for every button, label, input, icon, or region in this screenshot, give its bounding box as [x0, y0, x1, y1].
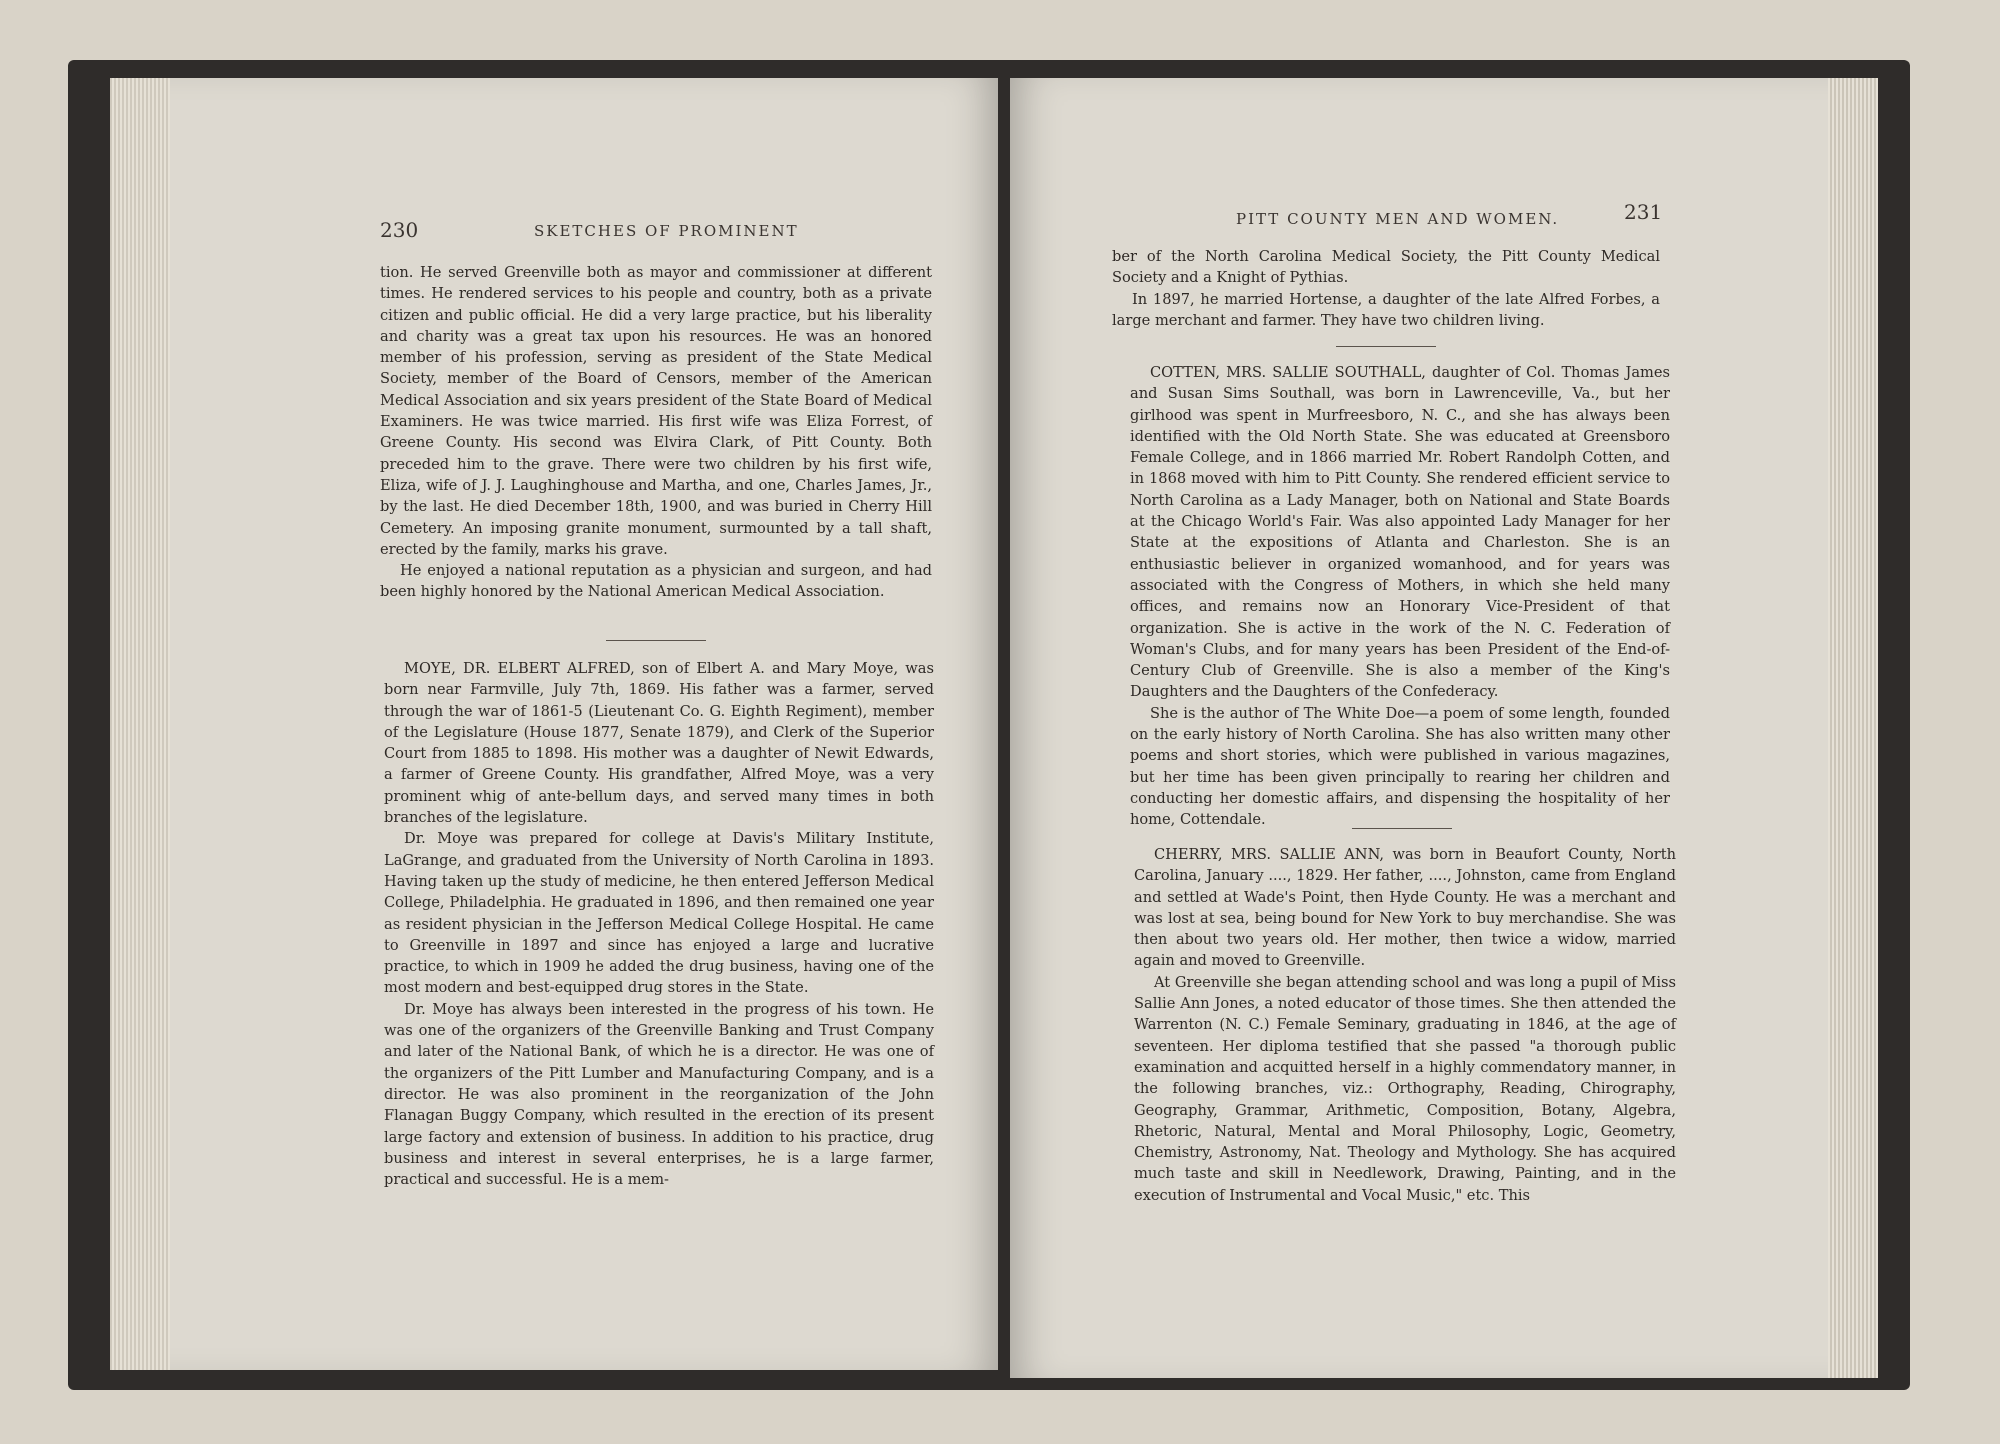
left-text-block-2 [384, 658, 934, 1190]
section-divider [606, 640, 706, 641]
right-text-block-3 [1134, 844, 1676, 1206]
paragraph: COTTEN, MRS. SALLIE SOUTHALL, daughter of Col. Thomas James and Susan Sims Southall, was born in Lawrenceville, Va., but her girlhood was spent in Murfreesboro, N. C., and she has always been identified with the Old North State. She was educated at Greensboro Female College, and in 1866 married Mr. Robert Randolph Cotten, and in 1868 moved with him to Pitt County. She rendered efficient service to North Carolina as a Lady Manager, both on National and State Boards at the Chicago World's Fair. Was also appointed Lady Manager for her State at the expositions of Atlanta and Charleston. She is an enthusiastic believer in organized womanhood, and for years was associated with the Congress of Mothers, in which she held many offices, and remains now an Honorary Vice-President of that organization. She is active in the work of the N. C. Federation of Woman's Clubs, and for many years has been President of the End-of-Century Club of Greenville. She is also a member of the King's Daughters and the Daughters of the Confederacy. [1130, 364, 1670, 701]
paragraph: MOYE, DR. ELBERT ALFRED, son of Elbert A. and Mary Moye, was born near Farmville, July 7th, 1869. His father was a farmer, served through the war of 1861-5 (Lieutenant Co. G. Eighth Regiment), member of the Legislature (House 1877, Senate 1879), and Clerk of the Superior Court from 1885 to 1898. His mother was a daughter of Newit Edwards, a farmer of Greene County. His grandfather, Alfred Moye, was a very prominent whig of ante-bellum days, and served many times in both branches of the legislature. [384, 660, 934, 827]
section-divider [1352, 828, 1452, 829]
paragraph: CHERRY, MRS. SALLIE ANN, was born in Beaufort County, North Carolina, January ...., 1829. Her father, ...., Johnston, came from England and settled at Wade's Point, then Hyde County. He was a merchant and was lost at sea, being bound for New York to buy merchandise. She was then about two years old. Her mother, then twice a widow, married again and moved to Greenville. [1134, 846, 1676, 970]
paragraph: At Greenville she began attending school and was long a pupil of Miss Sallie Ann Jones, a noted educator of those times. She then attended the Warrenton (N. C.) Female Seminary, graduating in 1846, at the age of seventeen. Her diploma testified that she passed "a thorough public examination and acquitted herself in a highly commendatory manner, in the following branches, viz.: Orthography, Reading, Chirography, Geography, Grammar, Arithmetic, Composition, Botany, Algebra, Rhetoric, Natural, Mental and Moral Philosophy, Logic, Geometry, Chemistry, Astronomy, Nat. Theology and Mythology. She has acquired much taste and skill in Needlework, Drawing, Painting, and in the execution of Instrumental and Vocal Music," etc. This [1134, 973, 1676, 1204]
left-page-number: 230 [380, 218, 419, 242]
paragraph: She is the author of The White Doe—a poem of some length, founded on the early history of North Carolina. She has also written many other poems and short stories, which were published in various magazines, but her time has been given principally to rearing her children and conducting her domestic affairs, and dispensing the hospitality of her home, Cottendale. [1130, 704, 1670, 829]
paragraph: tion. He served Greenville both as mayor and commissioner at different times. He rendered services to his people and country, both as a private citizen and public official. He did a very large practice, but his liberality and charity was a great tax upon his resources. He was an honored member of his profession, serving as president of the State Medical Society, member of the Board of Censors, member of the American Medical Association and six years president of the State Board of Medical Examiners. He was twice married. His first wife was Eliza Forrest, of Greene County. His second was Elvira Clark, of Pitt County. Both preceded him to the grave. There were two children by his first wife, Eliza, wife of J. J. Laughinghouse and Martha, and one, Charles James, Jr., by the last. He died December 18th, 1900, and was buried in Cherry Hill Cemetery. An imposing granite monument, surmounted by a tall shaft, erected by the family, marks his grave. [380, 264, 932, 558]
right-page-number: 231 [1624, 200, 1663, 224]
section-divider [1336, 346, 1436, 347]
right-text-block-2 [1130, 362, 1670, 831]
paragraph: ber of the North Carolina Medical Society, the Pitt County Medical Society and a Knight of Pythias. [1112, 248, 1660, 287]
left-page-edges [110, 78, 170, 1370]
right-text-block-1 [1112, 246, 1660, 331]
right-page-edges [1828, 78, 1878, 1378]
paragraph: Dr. Moye has always been interested in the progress of his town. He was one of the organizers of the Greenville Banking and Trust Company and later of the National Bank, of which he is a director. He was one of the organizers of the Pitt Lumber and Manufacturing Company, and is a director. He was also prominent in the reorganization of the John Flanagan Buggy Company, which resulted in the erection of its present large factory and extension of business. In addition to his practice, drug business and interest in several enterprises, he is a large farmer, practical and successful. He is a mem- [384, 1000, 934, 1189]
left-running-head: SKETCHES OF PROMINENT [534, 222, 799, 240]
paragraph: He enjoyed a national reputation as a physician and surgeon, and had been highly honored by the National American Medical Association. [380, 562, 932, 601]
left-text-block-1 [380, 262, 932, 603]
right-running-head: PITT COUNTY MEN AND WOMEN. [1236, 210, 1560, 228]
paragraph: Dr. Moye was prepared for college at Davis's Military Institute, LaGrange, and graduated from the University of North Carolina in 1893. Having taken up the study of medicine, he then entered Jefferson Medical College, Philadelphia. He graduated in 1896, and then remained one year as resident physician in the Jefferson Medical College Hospital. He came to Greenville in 1897 and since has enjoyed a large and lucrative practice, to which in 1909 he added the drug business, having one of the most modern and best-equipped drug stores in the State. [384, 830, 934, 997]
paragraph: In 1897, he married Hortense, a daughter of the late Alfred Forbes, a large merchant and farmer. They have two children living. [1112, 290, 1660, 329]
